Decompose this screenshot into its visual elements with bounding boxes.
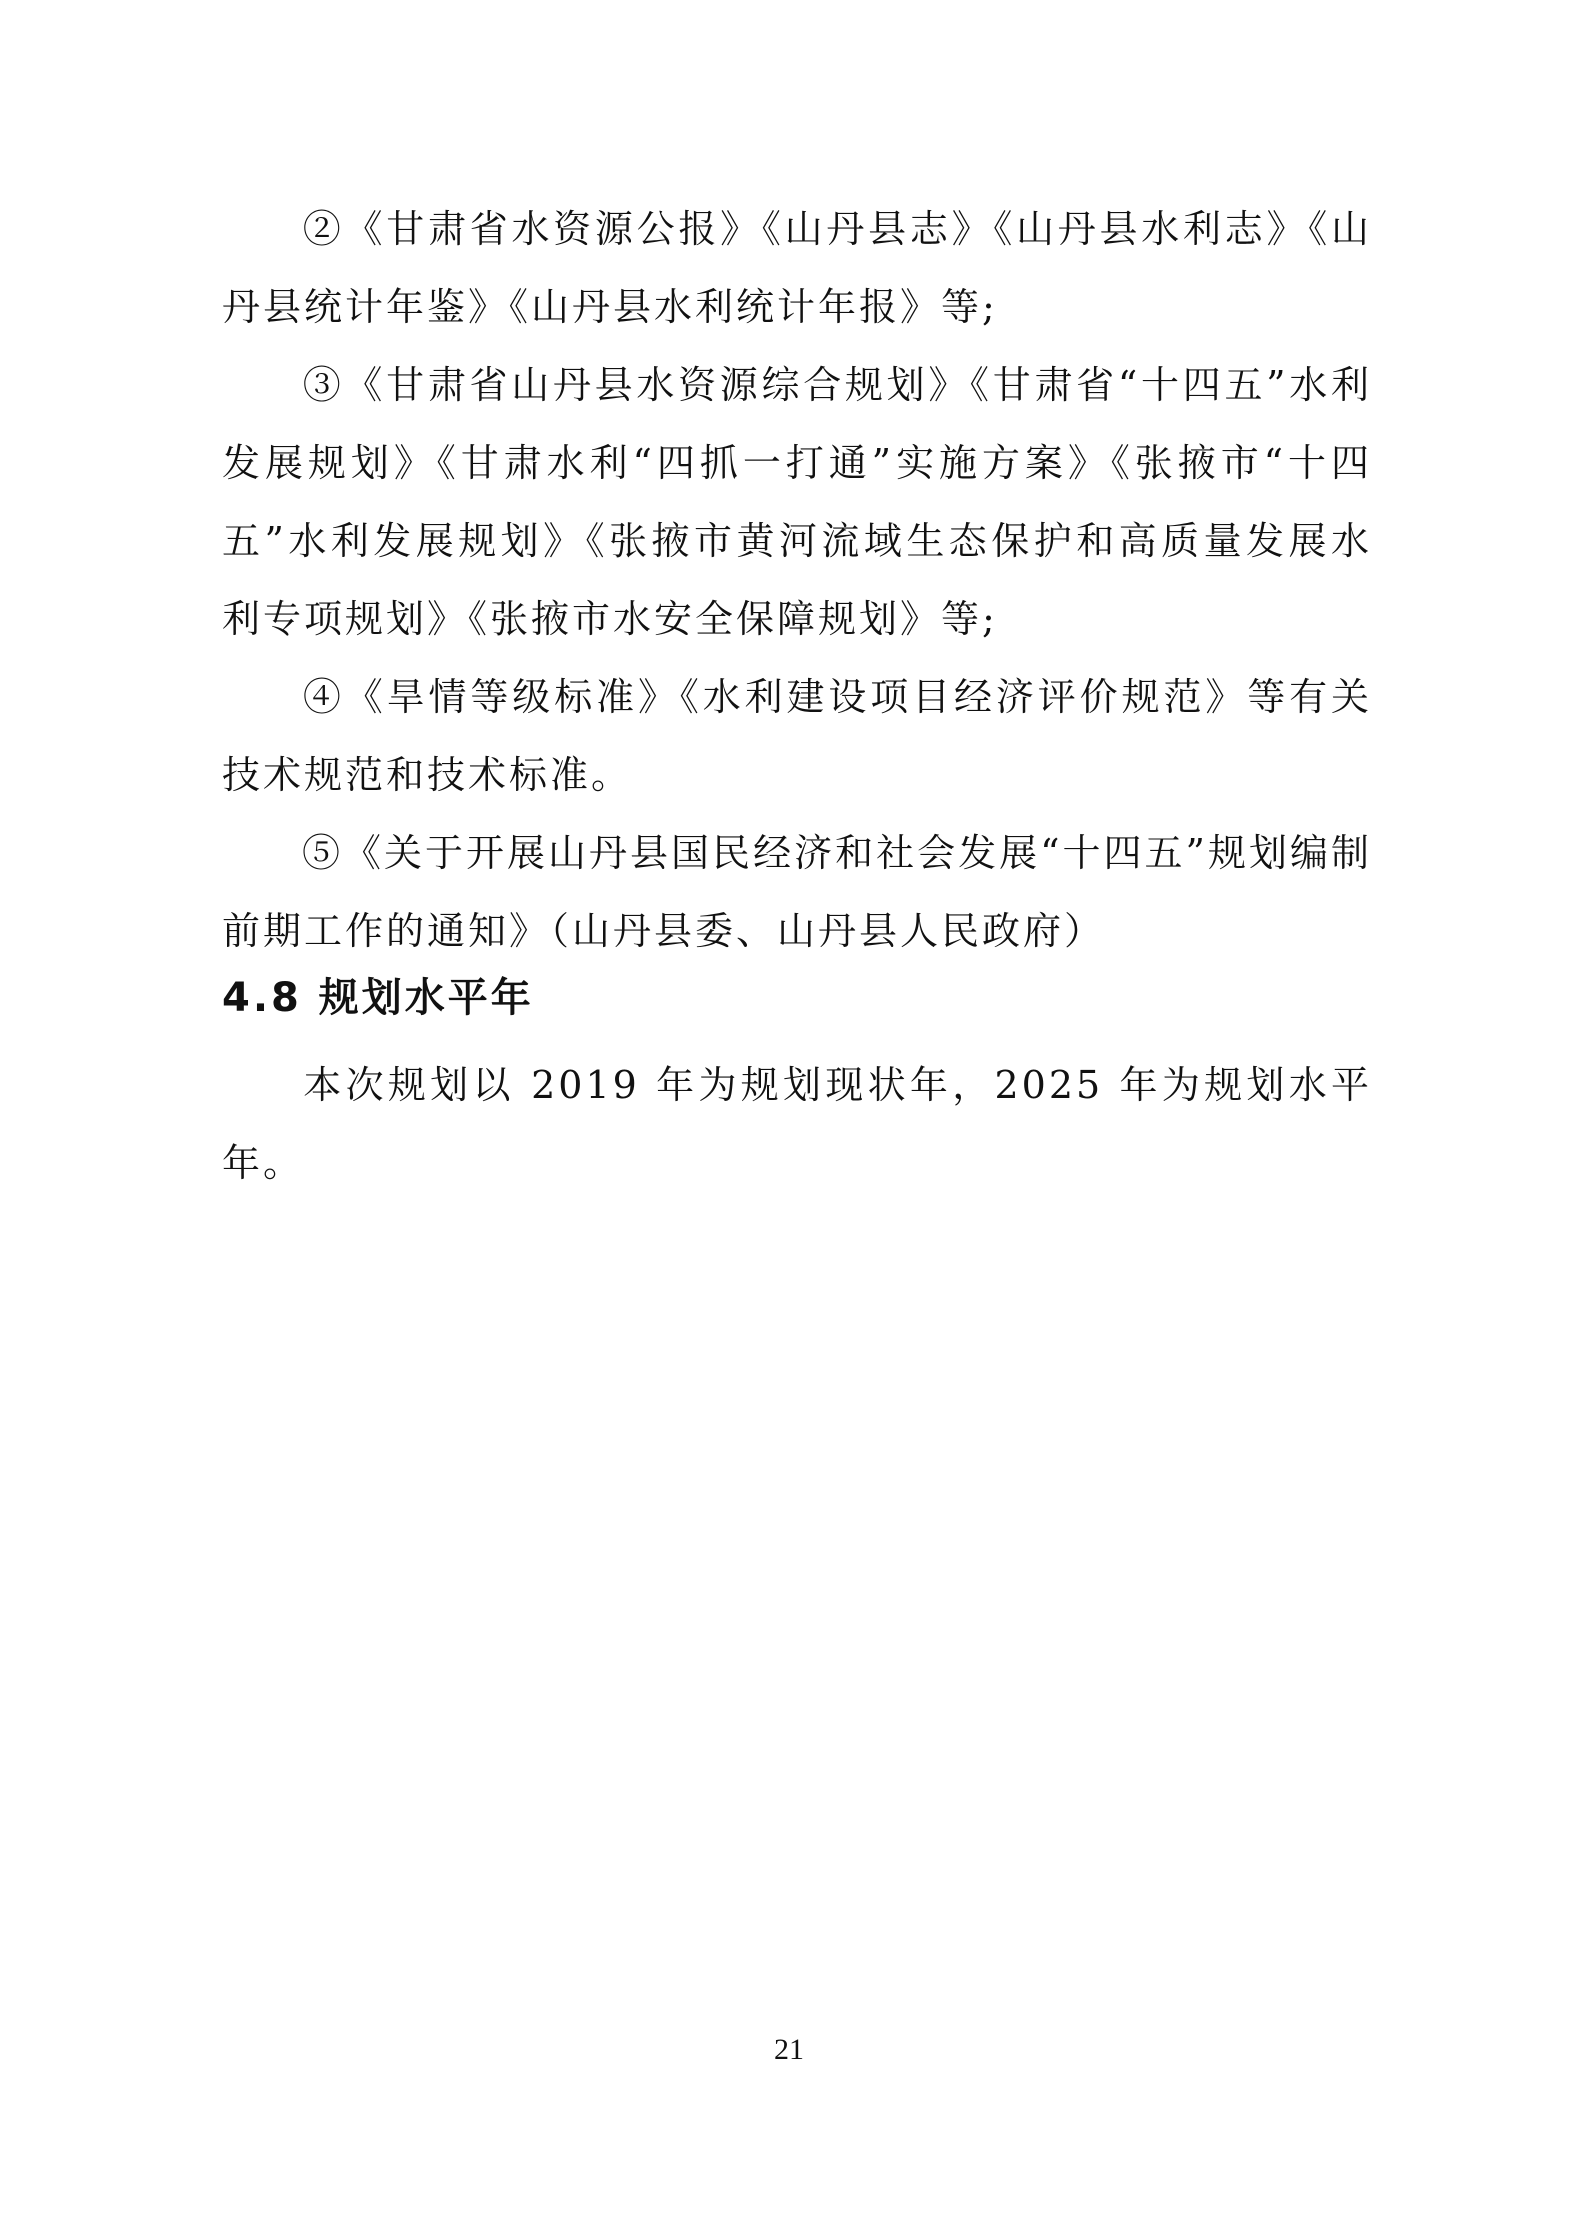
section-heading: 4.8 规划水平年 bbox=[222, 975, 534, 1021]
paragraph-text: ⑤《关于开展山丹县国民经济和社会发展“十四五”规划编制前期工作的通知》（山丹县委、山丹县人民政府） bbox=[222, 831, 1372, 953]
paragraph-reference-5 bbox=[222, 814, 1372, 970]
paragraph-text: ②《甘肃省水资源公报》《山丹县志》《山丹县水利志》《山丹县统计年鉴》《山丹县水利统计年报》等; bbox=[222, 207, 1372, 329]
paragraph-reference-4 bbox=[222, 658, 1372, 814]
paragraph-reference-3 bbox=[222, 346, 1372, 658]
section-body-text: 本次规划以 2019 年为规划现状年，2025 年为规划水平年。 bbox=[222, 1063, 1372, 1185]
page-number: 21 bbox=[774, 2033, 804, 2066]
paragraph-reference-2 bbox=[222, 190, 1372, 346]
section-body bbox=[222, 1046, 1372, 1202]
paragraph-text: ③《甘肃省山丹县水资源综合规划》《甘肃省“十四五”水利发展规划》《甘肃水利“四抓一打通”实施方案》《张掖市“十四五”水利发展规划》《张掖市黄河流域生态保护和高质量发展水利专项规划》《张掖市水安全保障规划》等; bbox=[222, 363, 1372, 641]
paragraph-text: ④《旱情等级标准》《水利建设项目经济评价规范》等有关技术规范和技术标准。 bbox=[222, 675, 1372, 797]
